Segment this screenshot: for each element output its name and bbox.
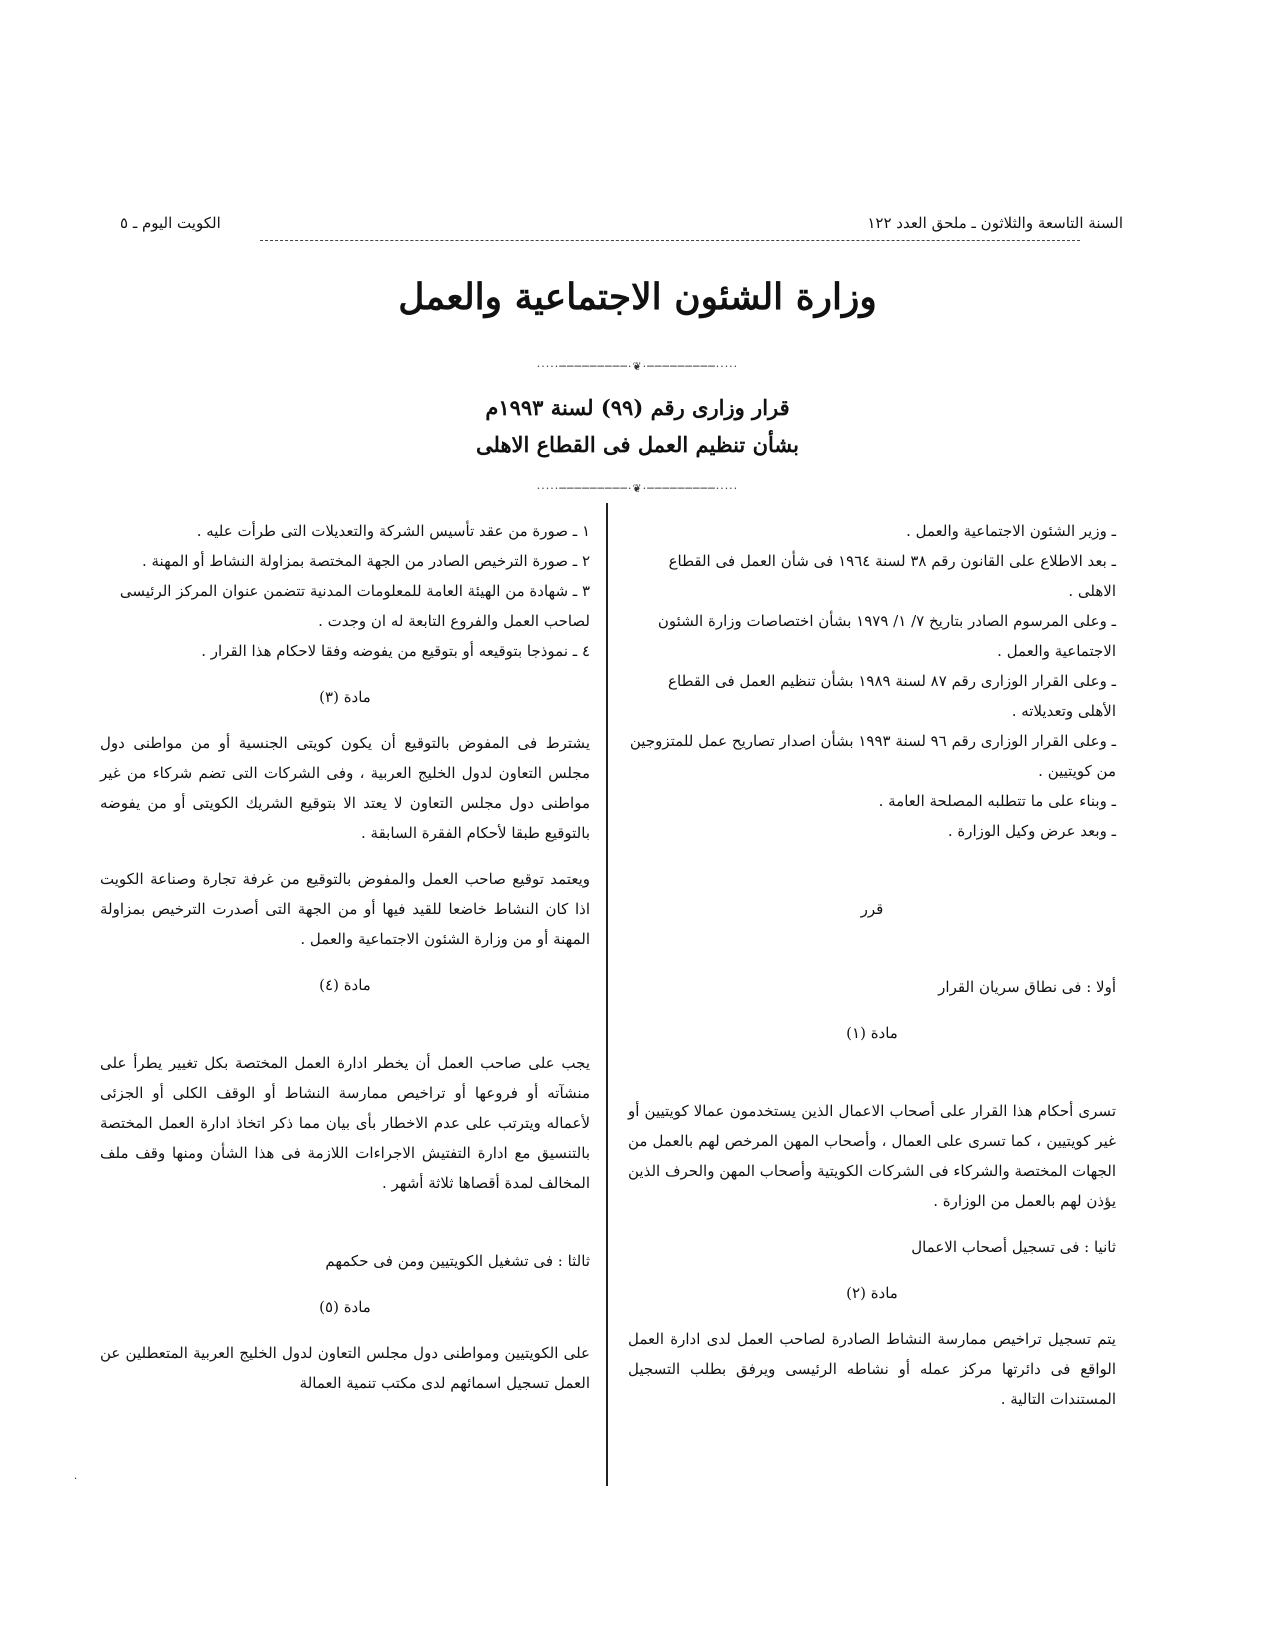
header-rule [260,240,1080,242]
section-title: ثانيا : فى تسجيل أصحاب الاعمال [911,1238,1116,1256]
article-heading: مادة (٣) [319,688,371,706]
article-text: يجب على صاحب العمل أن يخطر ادارة العمل المختصة بكل تغيير يطرأ على منشآته أو فروعها أو تراخيص ممارسة النشاط أو الوقف الكلى أو الجزئى لأعماله ويترتب على عدم الاخطار بأى بيان مما ذكر اتخاذ ادارة العمل المختصة بالتنسيق مع ادارة التفتيش الاجراءات اللازمة فى هذا الشأن ومنها وقف ملف المخالف لمدة أقصاها ثلاثة أشهر . [100,1054,590,1192]
preamble-line: ـ وعلى القرار الوزارى رقم ٩٦ لسنة ١٩٩٣ بشأن اصدار تصاريح عمل للمتزوجين من كويتيين . [629,732,1116,780]
article-heading: مادة (٥) [319,1298,371,1316]
article-text: ويعتمد توقيع صاحب العمل والمفوض بالتوقيع من غرفة تجارة وصناعة الكويت اذا كان النشاط خاضعا للقيد فيها أو من الجهة التى أصدرت الترخيص بمزاولة المهنة أو من وزارة الشئون الاجتماعية والعمل . [100,870,590,948]
section-title: أولا : فى نطاق سريان القرار [938,978,1116,996]
list-item: ٣ ـ شهادة من الهيئة العامة للمعلومات المدنية تتضمن عنوان المركز الرئيسى لصاحب العمل والفروع التابعة له ان وجدت . [119,582,590,630]
preamble-line: ـ بعد الاطلاع على القانون رقم ٣٨ لسنة ١٩٦٤ فى شأن العمل فى القطاع الاهلى . [668,552,1116,600]
scan-speck: · [74,1474,78,1485]
preamble-line: ـ وبعد عرض وكيل الوزارة . [947,822,1116,840]
preamble-line: ـ وعلى القرار الوزارى رقم ٨٧ لسنة ١٩٨٩ بشأن تنظيم العمل فى القطاع الأهلى وتعديلاته . [668,672,1116,720]
article-text: يشترط فى المفوض بالتوقيع أن يكون كويتى الجنسية أو من مواطنى دول مجلس التعاون لدول الخليج العربية ، وفى الشركات التى تضم شركاء من غير مواطنى دول مجلس التعاون لا يعتد الا بتوقيع الشريك الكويتى أو من يفوضه بالتوقيع طبقا لأحكام الفقرة السابقة . [100,734,590,842]
article-text: على الكويتيين ومواطنى دول مجلس التعاون لدول الخليج العربية المتعطلين عن العمل تسجيل اسمائهم لدى مكتب تنمية العمالة [100,1344,590,1392]
article-text: يتم تسجيل تراخيص ممارسة النشاط الصادرة لصاحب العمل لدى ادارة العمل الواقع فى دائرتها مركز عمله أو نشاطه الرئيسى ويرفق بطلب التسجيل المستندات التالية . [628,1330,1116,1408]
article-heading: مادة (٤) [319,976,371,994]
article-text: تسرى أحكام هذا القرار على أصحاب الاعمال الذين يستخدمون عمالا كويتيين أو غير كويتيين ، كما تسرى على العمال ، وأصحاب المهن المرخص لهم بالعمل من الجهات المختصة والشركاء فى الشركات الكويتية وأصحاب المهن والحرف الذين يؤذن لهم بالعمل من الوزارة . [628,1102,1116,1210]
ministry-title: وزارة الشئون الاجتماعية والعمل [398,276,877,318]
ornament-divider-top: ·····─────────·❦·─────────····· [536,360,739,373]
section-title: ثالثا : فى تشغيل الكويتيين ومن فى حكمهم [325,1252,590,1270]
column-right [628,516,1116,1414]
issue-header: السنة التاسعة والثلاثون ـ ملحق العدد ١٢٢ [867,214,1123,232]
ornament-divider-bottom: ·····─────────·❦·─────────····· [536,482,739,495]
list-item: ٤ ـ نموذجا بتوقيعه أو بتوقيع من يفوضه وفقا لاحكام هذا القرار . [201,642,590,660]
preamble-line: ـ وزير الشئون الاجتماعية والعمل . [906,522,1116,540]
article-heading: مادة (١) [846,1024,898,1042]
gazette-header: الكويت اليوم ـ ٥ [120,214,221,232]
article-heading: مادة (٢) [846,1284,898,1302]
list-item: ٢ ـ صورة الترخيص الصادر من الجهة المختصة بمزاولة النشاط أو المهنة . [141,552,590,570]
preamble-line: ـ وعلى المرسوم الصادر بتاريخ ٧/ ١/ ١٩٧٩ بشأن اختصاصات وزارة الشئون الاجتماعية والعمل . [657,612,1116,660]
preamble-line: ـ وبناء على ما تتطلبه المصلحة العامة . [878,792,1116,810]
decided-heading: قرر [860,900,884,918]
column-divider [606,503,608,1486]
list-item: ١ ـ صورة من عقد تأسيس الشركة والتعديلات التى طرأت عليه . [196,522,590,540]
column-left [100,516,590,1398]
decision-subject: بشأن تنظيم العمل فى القطاع الاهلى [476,432,799,457]
decision-title: قرار وزارى رقم (٩٩) لسنة ١٩٩٣م [485,395,790,420]
